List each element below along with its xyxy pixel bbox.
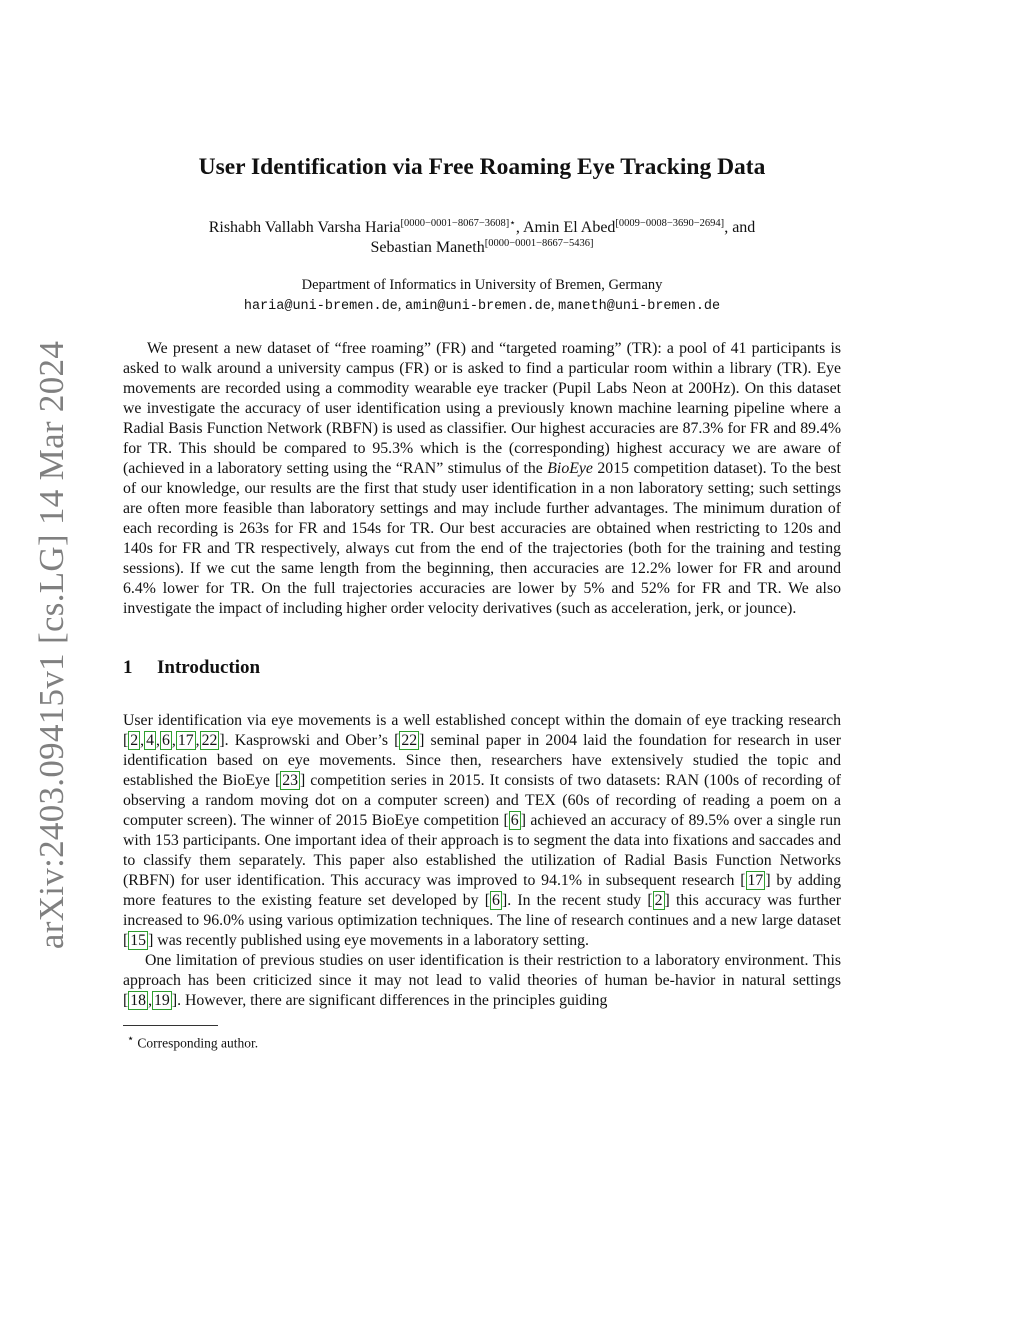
citation-link[interactable]: 6 bbox=[161, 732, 170, 749]
affiliation: Department of Informatics in University of Bremen, Germany bbox=[301, 277, 663, 293]
citation-link[interactable]: 23 bbox=[282, 772, 298, 789]
orcid-id: [0000−0001−8067−3608] bbox=[400, 218, 510, 229]
author-name: Sebastian Maneth bbox=[370, 239, 485, 256]
arxiv-identifier: arXiv:2403.09415v1 [cs.LG] 14 Mar 2024 bbox=[32, 340, 71, 950]
email: haria@uni-bremen.de bbox=[243, 299, 398, 314]
citation-link[interactable]: 22 bbox=[201, 732, 218, 749]
footnote: ⋆ Corresponding author. bbox=[127, 1033, 259, 1051]
paper-title: User Identification via Free Roaming Eye Tracking Data bbox=[198, 154, 766, 180]
citation-link[interactable]: 6 bbox=[510, 812, 519, 829]
orcid-id: [0009−0008−3690−2694] bbox=[615, 218, 725, 229]
citation-link[interactable]: 17 bbox=[747, 872, 764, 889]
citation-link[interactable]: 2 bbox=[130, 732, 139, 749]
citation-link[interactable]: 22 bbox=[401, 732, 418, 749]
abstract: We present a new dataset of “free roaming” (FR) and “targeted roaming” (TR): a pool of 41 participants is asked to walk around a university campus (FR) or is asked to find a particular room within a library (TR). Eye movements are recorded using a commodity wearable eye tracker (Pupil Labs Neon at 200Hz). On this dataset we investigate the accuracy of user identification using a previously known machine learning pipeline where a Radial Basis Function Network (RBFN) is used as classifier. Our highest accuracies are 87.3% for FR and 89.4% for TR. This should be compared to 95.3% which is the (corresponding) highest accuracy we are aware of (achieved in a laboratory setting using the “RAN” stimulus of the BioEye 2015 competition dataset). To the best of our knowledge, our results are the first that study user identification in a non laboratory setting; such settings are often more feasible than laboratory settings and may include further advantages. The minimum duration of each recording is 263s for FR and 154s for TR. Our best accuracies are obtained when restricting to 120s and 140s for FR and TR respectively, always cut from the end of the trajectories (both for the training and testing sessions). If we cut the same length from the beginning, then accuracies are 12.2% lower for FR and around 6.4% lower for TR. On the full trajectories accuracies are lower by 5% and 52% for FR and TR. We also investigate the impact of including higher order velocity derivatives (such as acceleration, jerk, or jounce). bbox=[123, 340, 841, 617]
email-list: haria@uni-bremen.de, amin@uni-bremen.de, maneth@uni-bremen.de bbox=[243, 297, 721, 314]
citation-link[interactable]: 4 bbox=[146, 732, 155, 749]
paper-page bbox=[123, 150, 841, 1053]
orcid-id: [0000−0001−8667−5436] bbox=[484, 238, 594, 249]
citation-link[interactable]: 2 bbox=[654, 892, 663, 909]
citation-link[interactable]: 15 bbox=[130, 932, 147, 949]
corresponding-mark: ⋆ bbox=[509, 218, 516, 229]
citation-link[interactable]: 17 bbox=[177, 732, 194, 749]
author-name: Rishabh Vallabh Varsha Haria bbox=[208, 219, 401, 236]
paragraph: User identification via eye movements is a well established concept within the domain of eye tracking research [ 2 , 4 , 6 , 17 , 22 ]. Kasprowski and Ober’s [ 22 ] seminal paper in 2004 laid the foundation for research in user identification based on eye movements. Since then, researchers have extensively studied the topic and established the BioEye [ 23 ] competition series in 2015. It consists of two datasets: RAN (100s of recording of observing a random moving dot on a computer screen) and TEX (60s of recording of reading a poem on a computer screen). The winner of 2015 BioEye competition [ 6 ] achieved an accuracy of 89.5% over a single run with 153 participants. One important idea of their approach is to segment the data into fixations and saccades and to classify them separately. This paper also established the utilization of Radial Basis Function Networks (RBFN) for user identification. This accuracy was improved to 94.1% in subsequent research [ 17 ] by adding more features to the existing feature set developed by [ 6 ]. In the recent study [ 2 ] this accuracy was further increased to 96.0% using various optimization techniques. The line of research continues and a new large dataset [ 15 ] was recently published using eye movements in a laboratory setting. bbox=[123, 712, 841, 949]
email: amin@uni-bremen.de bbox=[405, 299, 551, 314]
paragraph: One limitation of previous studies on user identification is their restriction to a laboratory environment. This approach has been criticized since it may not lead to valid theories of human be-havior in natural settings [ 18 , 19 ]. However, there are significant differences in the principles guiding bbox=[123, 952, 841, 1009]
citation-link[interactable]: 18 bbox=[130, 992, 147, 1009]
affiliation-block bbox=[123, 275, 841, 317]
author-list: Rishabh Vallabh Varsha Haria$^{[0000-0001-8067-3608]⋆}$, Amin El Abed[0009−0008−3690−2694], and Sebastian Maneth[0000−0001−8667−5436] bbox=[208, 218, 756, 256]
citation-link[interactable]: 19 bbox=[154, 992, 170, 1009]
author-name: Amin El Abed bbox=[522, 219, 616, 236]
footnote-divider bbox=[123, 1025, 218, 1026]
section-heading: 1 Introduction bbox=[123, 657, 261, 678]
email: maneth@uni-bremen.de bbox=[558, 299, 721, 314]
citation-link[interactable]: 6 bbox=[492, 892, 500, 909]
